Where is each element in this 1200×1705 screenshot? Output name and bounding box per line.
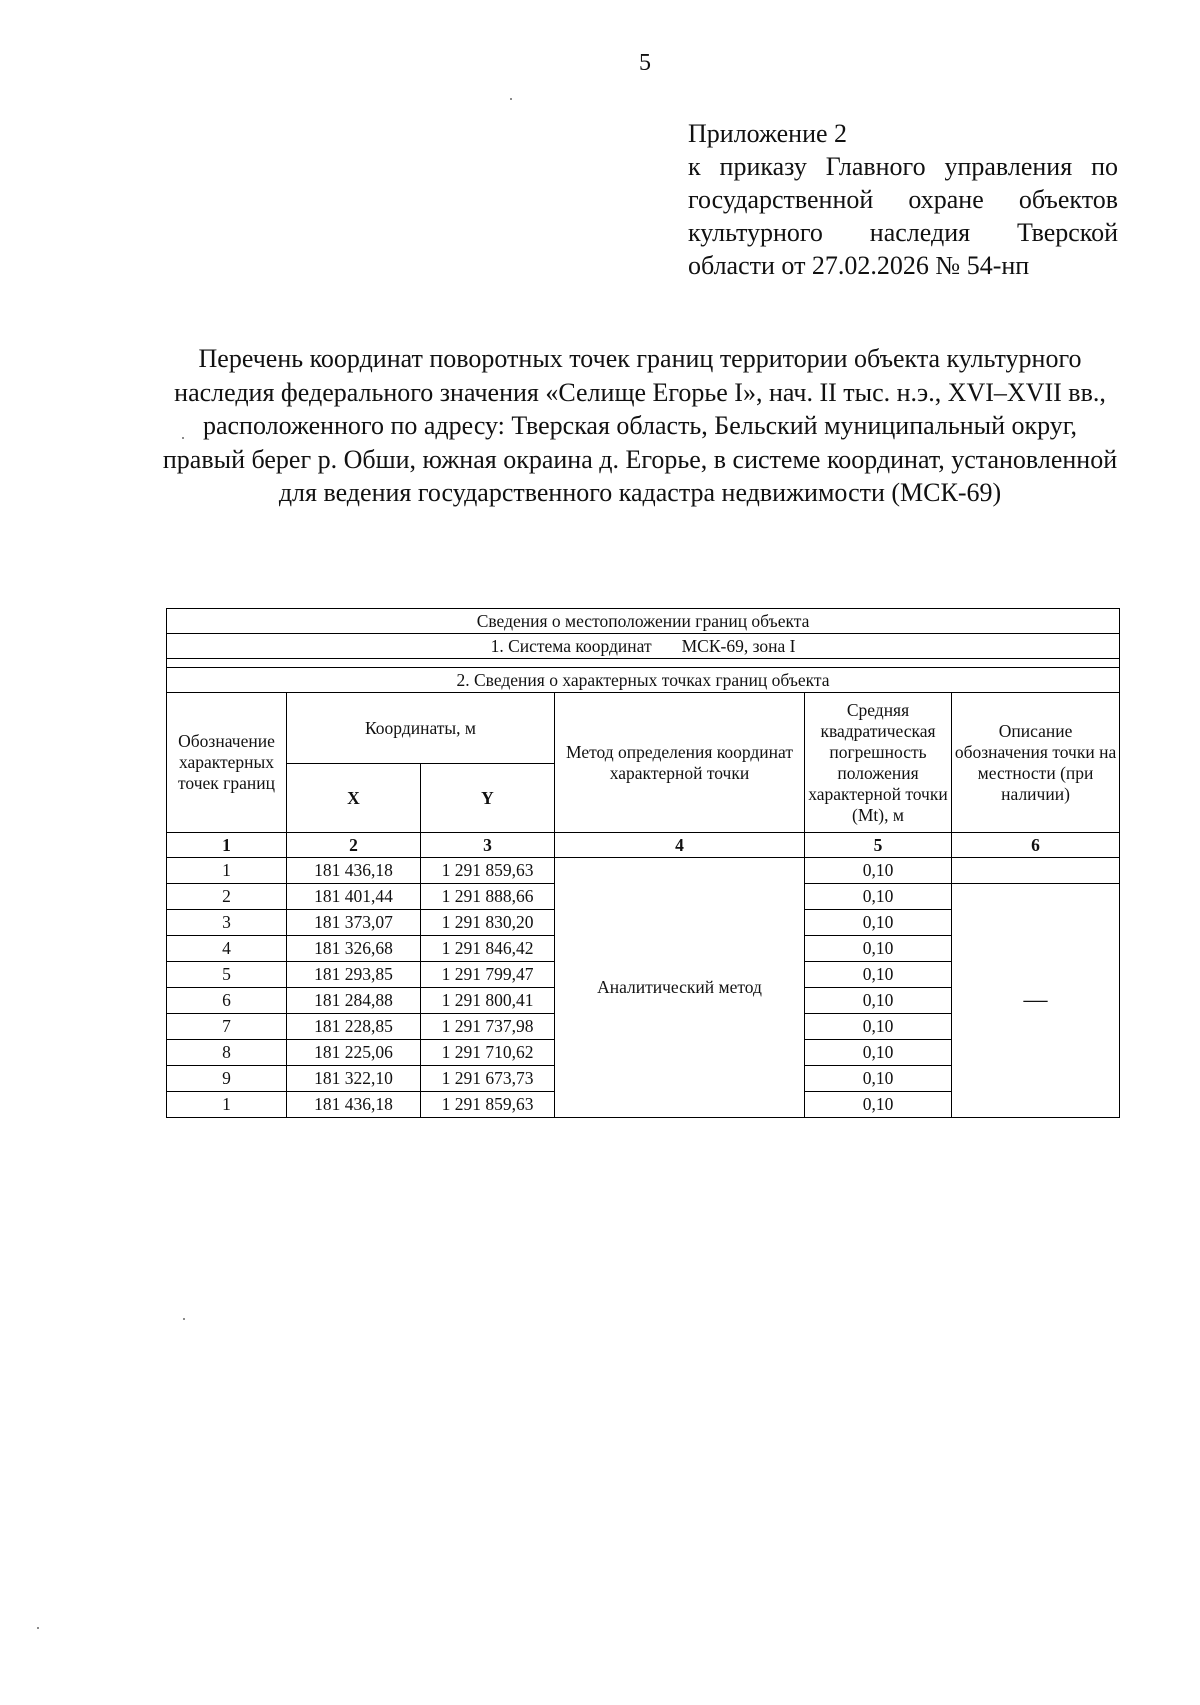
error-value: 0,10 xyxy=(805,884,952,910)
error-value: 0,10 xyxy=(805,1014,952,1040)
error-value: 0,10 xyxy=(805,962,952,988)
points-title-row xyxy=(167,668,1120,693)
description-cell: — xyxy=(952,884,1120,1118)
point-number: 4 xyxy=(167,936,287,962)
y-value: 1 291 673,73 xyxy=(421,1066,555,1092)
table-row xyxy=(167,858,1120,884)
y-value: 1 291 888,66 xyxy=(421,884,555,910)
y-value: 1 291 737,98 xyxy=(421,1014,555,1040)
header-method: Метод определения координат характерной точки xyxy=(555,693,805,833)
point-number: 9 xyxy=(167,1066,287,1092)
error-value: 0,10 xyxy=(805,1066,952,1092)
scan-speck xyxy=(37,1627,39,1629)
x-value: 181 436,18 xyxy=(287,1092,421,1118)
section-title-row xyxy=(167,609,1120,634)
error-value: 0,10 xyxy=(805,910,952,936)
page-number: 5 xyxy=(639,50,651,76)
x-value: 181 228,85 xyxy=(287,1014,421,1040)
error-value: 0,10 xyxy=(805,1092,952,1118)
scan-speck xyxy=(183,1318,185,1320)
x-value: 181 322,10 xyxy=(287,1066,421,1092)
coord-system-value: МСК-69, зона I xyxy=(681,635,796,656)
document-title: Перечень координат поворотных точек границ территории объекта культурного наследия федерального значения «Селище Егорье I», нач. II тыс. н.э., XVI–XVII вв., расположенного по адресу: Тверская область, Бельский муниципальный округ, правый берег р. Обши, южная окраина д. Егорье, в системе координат, установленной для ведения государственного кадастра недвижимости (МСК-69) xyxy=(162,344,1118,507)
x-value: 181 401,44 xyxy=(287,884,421,910)
y-value: 1 291 859,63 xyxy=(421,1092,555,1118)
x-value: 181 326,68 xyxy=(287,936,421,962)
y-value: 1 291 859,63 xyxy=(421,858,555,884)
header-row xyxy=(167,693,1120,764)
y-value: 1 291 799,47 xyxy=(421,962,555,988)
point-number: 8 xyxy=(167,1040,287,1066)
coord-system-label: 1. Система координат xyxy=(490,635,652,656)
column-number: 6 xyxy=(952,833,1120,858)
column-number: 4 xyxy=(555,833,805,858)
point-number: 5 xyxy=(167,962,287,988)
scan-speck xyxy=(182,437,184,439)
error-value: 0,10 xyxy=(805,988,952,1014)
x-value: 181 225,06 xyxy=(287,1040,421,1066)
spacer-cell xyxy=(167,659,1120,668)
coord-system-cell xyxy=(167,634,1120,659)
error-value: 0,10 xyxy=(805,1040,952,1066)
header-designation: Обозначение характерных точек границ xyxy=(167,693,287,833)
y-value: 1 291 710,62 xyxy=(421,1040,555,1066)
header-y: Y xyxy=(421,764,555,833)
point-number: 7 xyxy=(167,1014,287,1040)
description-top-cell xyxy=(952,858,1120,884)
header-error: Средняя квадратическая погрешность положения характерной точки (Mt), м xyxy=(805,693,952,833)
x-value: 181 373,07 xyxy=(287,910,421,936)
points-title: 2. Сведения о характерных точках границ объекта xyxy=(167,668,1120,693)
point-number: 3 xyxy=(167,910,287,936)
point-number: 6 xyxy=(167,988,287,1014)
x-value: 181 293,85 xyxy=(287,962,421,988)
header-coordinates: Координаты, м xyxy=(287,693,555,764)
appendix-heading: Приложение 2 xyxy=(688,119,848,148)
column-number-row xyxy=(167,833,1120,858)
y-value: 1 291 800,41 xyxy=(421,988,555,1014)
point-number: 1 xyxy=(167,1092,287,1118)
header-x: X xyxy=(287,764,421,833)
x-value: 181 436,18 xyxy=(287,858,421,884)
column-number: 5 xyxy=(805,833,952,858)
scan-speck xyxy=(510,98,512,100)
error-value: 0,10 xyxy=(805,858,952,884)
method-cell: Аналитический метод xyxy=(555,858,805,1118)
point-number: 1 xyxy=(167,858,287,884)
error-value: 0,10 xyxy=(805,936,952,962)
appendix-block xyxy=(688,117,1118,282)
coord-system-row xyxy=(167,634,1120,659)
column-number: 2 xyxy=(287,833,421,858)
coordinates-table xyxy=(166,608,1120,1118)
y-value: 1 291 846,42 xyxy=(421,936,555,962)
spacer-row xyxy=(167,659,1120,668)
section-title: Сведения о местоположении границ объекта xyxy=(167,609,1120,634)
y-value: 1 291 830,20 xyxy=(421,910,555,936)
appendix-order-reference: к приказу Главного управления по государственной охране объектов культурного наследия Тверской области от 27.02.2026 № 54-нп xyxy=(688,152,1118,280)
point-number: 2 xyxy=(167,884,287,910)
x-value: 181 284,88 xyxy=(287,988,421,1014)
column-number: 3 xyxy=(421,833,555,858)
column-number: 1 xyxy=(167,833,287,858)
header-description: Описание обозначения точки на местности (при наличии) xyxy=(952,693,1120,833)
